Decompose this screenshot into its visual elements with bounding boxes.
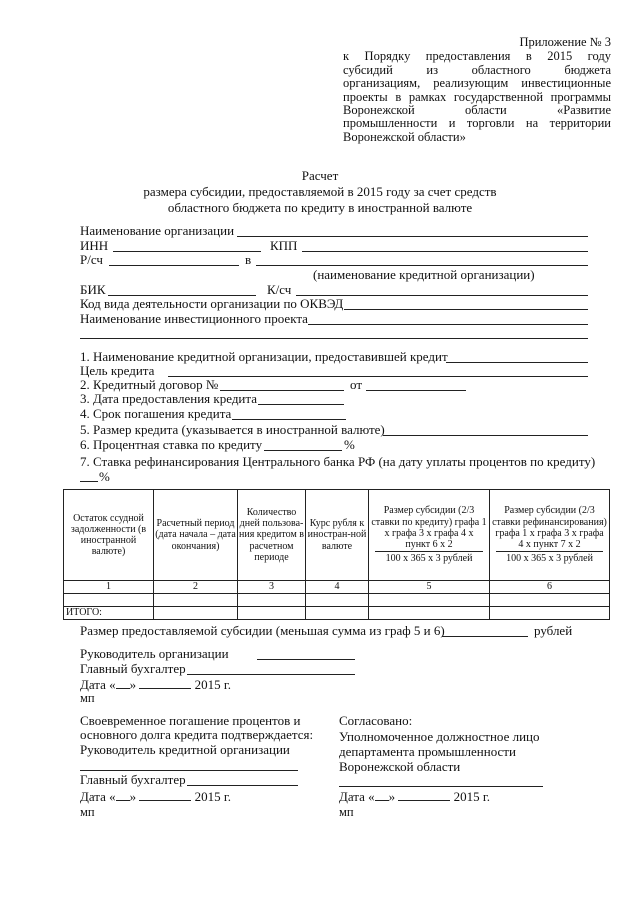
rs-label: Р/сч: [80, 252, 103, 267]
appendix-line: субсидий из областного бюджета: [343, 62, 611, 77]
column-number: 5: [369, 581, 490, 594]
doc-subtitle: областного бюджета по кредиту в иностранной валюте: [167, 200, 473, 215]
formula-denominator: 100 х 365 х 3 рублей: [496, 551, 603, 564]
item-3-field[interactable]: [258, 404, 344, 405]
project-field-continuation[interactable]: [80, 338, 588, 339]
confirm-text: основного долга кредита подтверждается:: [80, 727, 314, 742]
formula-denominator: 100 х 365 х 3 рублей: [375, 551, 483, 564]
okved-field[interactable]: [344, 309, 588, 310]
table-cell[interactable]: [369, 594, 490, 607]
header-cell: Курс рубля к иностран-ной валюте: [306, 490, 369, 581]
summary-amount-field[interactable]: [442, 636, 528, 637]
item-4-label: 4. Срок погашения кредита: [80, 406, 232, 421]
contract-date-field[interactable]: [366, 390, 466, 391]
item-5-label: 5. Размер кредита (указывается в иностранной валюте): [80, 422, 385, 437]
table-cell[interactable]: [238, 594, 306, 607]
date-month-field[interactable]: [139, 789, 191, 801]
official-text: Уполномоченное должностное лицо: [339, 729, 540, 744]
item-6-field[interactable]: [264, 450, 342, 451]
bank-head-label: Руководитель кредитной организации: [80, 742, 290, 757]
table-cell[interactable]: [64, 594, 154, 607]
item-2-label: 2. Кредитный договор №: [80, 377, 219, 392]
appendix-line: Воронежской области»: [343, 129, 466, 144]
item-4-field[interactable]: [232, 419, 346, 420]
kpp-field[interactable]: [302, 251, 588, 252]
head-signature-field[interactable]: [257, 659, 355, 660]
appendix-line: к Порядку предоставления в 2015 году: [343, 49, 611, 64]
org-name-field[interactable]: [237, 236, 588, 237]
purpose-field[interactable]: [168, 376, 588, 377]
official-text: Воронежской области: [339, 759, 461, 774]
percent-sign: %: [99, 469, 110, 484]
item-7-field[interactable]: [80, 481, 98, 482]
summary-label: Размер предоставляемой субсидии (меньшая сумма из граф 5 и 6): [80, 623, 445, 638]
column-number: 1: [64, 581, 154, 594]
table-header-row: [64, 490, 610, 581]
column-number: 6: [490, 581, 610, 594]
formula-numerator: Размер субсидии (2/3 ставки рефинансирования) графа 1 х графа 3 х графа 4 х пункт 7 х 2: [492, 505, 607, 551]
column-number-row: [64, 581, 610, 594]
header-cell: Расчетный период (дата начала – дата окончания): [154, 490, 238, 581]
in-bank-label: в: [245, 252, 252, 267]
table-cell[interactable]: [154, 594, 238, 607]
table-cell[interactable]: [490, 594, 610, 607]
okved-label: Код вида деятельности организации по ОКВЭД: [80, 296, 344, 311]
project-label: Наименование инвестиционного проекта: [80, 311, 308, 326]
summary-unit: рублей: [534, 623, 573, 638]
agreed-label: Согласовано:: [339, 713, 413, 728]
date-day-field[interactable]: [116, 789, 130, 801]
appendix-line: Воронежской области «Развитие: [343, 103, 611, 118]
appendix-text: [343, 50, 611, 144]
bank-name-field[interactable]: [256, 265, 588, 266]
calculation-table: [63, 489, 610, 620]
official-signature-field[interactable]: [339, 786, 543, 787]
date-day-field[interactable]: [375, 789, 389, 801]
head-label: Руководитель организации: [80, 646, 229, 661]
date-day-field[interactable]: [116, 677, 130, 689]
bank-caption: (наименование кредитной организации): [313, 267, 535, 282]
date-prefix: Дата «: [339, 789, 375, 804]
table-cell[interactable]: [306, 594, 369, 607]
column-number: 4: [306, 581, 369, 594]
ks-label: К/сч: [267, 282, 292, 297]
rs-field[interactable]: [109, 265, 239, 266]
total-label: ИТОГО:: [64, 607, 154, 620]
from-label: от: [350, 377, 363, 392]
column-number: 2: [154, 581, 238, 594]
item-7-label: 7. Ставка рефинансирования Центрального банка РФ (на дату уплаты процентов по кредиту): [80, 454, 596, 469]
date-prefix: Дата «: [80, 789, 116, 804]
purpose-label: Цель кредита: [80, 363, 155, 378]
accountant-label: Главный бухгалтер: [80, 661, 186, 676]
stamp-place: мп: [339, 805, 354, 819]
appendix-line: организациям, реализующим инвестиционные: [343, 76, 611, 91]
confirm-text: Своевременное погашение процентов и: [80, 713, 301, 728]
date-month-field[interactable]: [139, 677, 191, 689]
project-field[interactable]: [308, 324, 588, 325]
inn-field[interactable]: [113, 251, 261, 252]
bank-accountant-label: Главный бухгалтер: [80, 772, 186, 787]
date-year: 2015 г.: [194, 789, 232, 804]
bank-accountant-signature-field[interactable]: [187, 785, 298, 786]
item-5-field[interactable]: [383, 435, 588, 436]
table-cell[interactable]: [154, 607, 238, 620]
column-number: 3: [238, 581, 306, 594]
inn-label: ИНН: [80, 238, 109, 253]
appendix-line: проекты в рамках государственной программы: [343, 89, 611, 104]
date-year: 2015 г.: [194, 677, 232, 692]
appendix-number: Приложение № 3: [519, 35, 611, 49]
table-cell[interactable]: [306, 607, 369, 620]
date-row: [80, 789, 231, 803]
item-1-label: 1. Наименование кредитной организации, предоставившей кредит: [80, 349, 448, 364]
bank-head-signature-field[interactable]: [80, 770, 298, 771]
date-quote: »: [388, 789, 396, 804]
total-row: [64, 607, 610, 620]
doc-subtitle: размера субсидии, предоставляемой в 2015 году за счет средств: [143, 184, 497, 199]
header-cell: Остаток ссудной задолженности (в иностранной валюте): [64, 490, 154, 581]
date-quote: »: [129, 677, 137, 692]
date-month-field[interactable]: [398, 789, 450, 801]
org-name-label: Наименование организации: [80, 223, 235, 238]
date-prefix: Дата «: [80, 677, 116, 692]
stamp-place: мп: [80, 691, 95, 705]
header-cell: Количество дней пользова-ния кредитом в расчетном периоде: [238, 490, 306, 581]
table-cell[interactable]: [369, 607, 490, 620]
bik-label: БИК: [80, 282, 106, 297]
accountant-signature-field[interactable]: [187, 674, 355, 675]
item-6-label: 6. Процентная ставка по кредиту: [80, 437, 263, 452]
table-row: [64, 594, 610, 607]
appendix-line: промышленности и торговли на территории: [343, 116, 611, 131]
table-cell[interactable]: [490, 607, 610, 620]
appendix-note: [343, 36, 611, 144]
kpp-label: КПП: [270, 238, 298, 253]
table-cell[interactable]: [238, 607, 306, 620]
doc-title: Расчет: [301, 168, 339, 183]
stamp-place: мп: [80, 805, 95, 819]
header-cell-subsidy-loan: [369, 490, 490, 581]
item-1-field[interactable]: [446, 362, 588, 363]
header-cell-subsidy-refinancing: [490, 490, 610, 581]
item-3-label: 3. Дата предоставления кредита: [80, 391, 257, 406]
date-row: [339, 789, 490, 803]
date-quote: »: [129, 789, 137, 804]
percent-sign: %: [344, 437, 355, 452]
official-text: департамента промышленности: [339, 744, 516, 759]
date-row: [80, 677, 231, 691]
formula-numerator: Размер субсидии (2/3 ставки по кредиту) графа 1 х графа 3 х графа 4 х пункт 6 х 2: [371, 505, 487, 551]
date-year: 2015 г.: [453, 789, 491, 804]
